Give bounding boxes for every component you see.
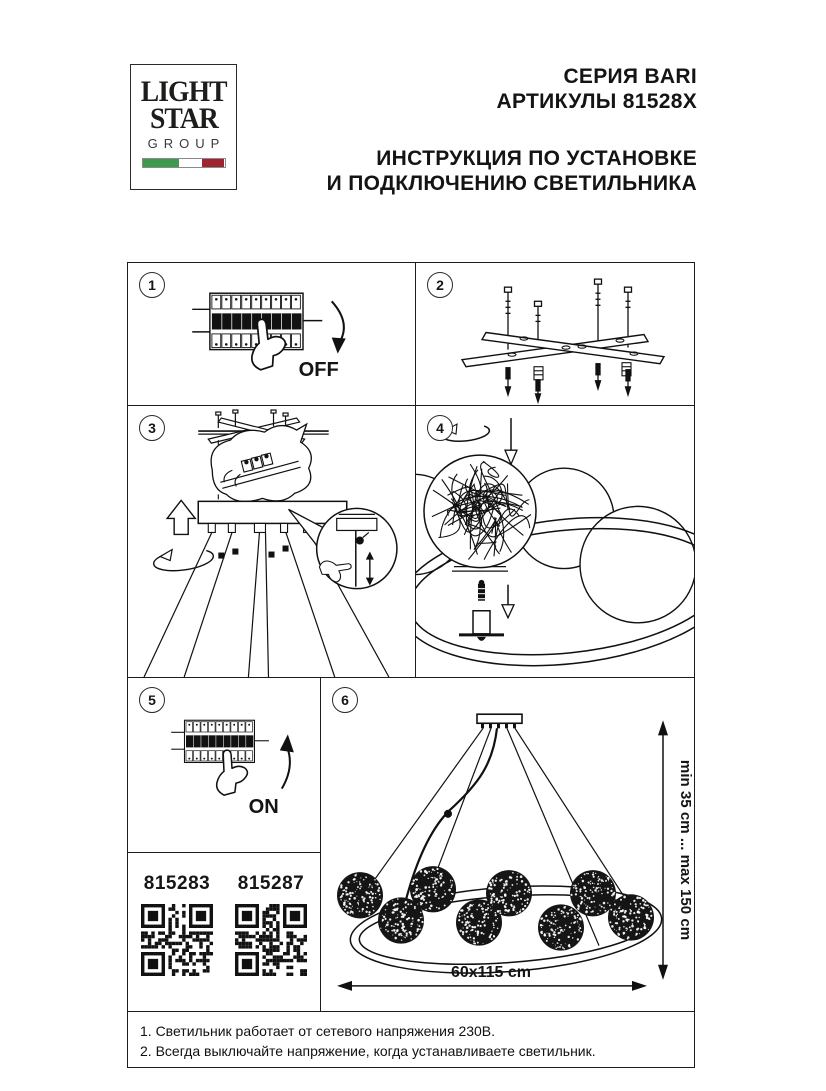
off-label: OFF <box>298 358 339 381</box>
step-number-badge: 2 <box>427 272 453 298</box>
step-4-panel <box>416 406 694 678</box>
ceiling-plate <box>477 714 522 728</box>
lamp-socket <box>459 611 504 641</box>
chandelier-dimensions-illustration <box>321 678 694 1011</box>
articles-title: АРТИКУЛЫ 81528X <box>496 90 697 113</box>
qr-code-icon <box>141 904 213 976</box>
step-number-badge: 5 <box>139 687 165 713</box>
cable-grippers <box>218 546 288 559</box>
step-2-panel <box>416 263 694 406</box>
sphere-mounting-illustration <box>416 406 694 677</box>
canopy-wiring-illustration <box>128 406 415 677</box>
notes-box <box>128 1011 694 1067</box>
steps-table <box>127 262 695 1068</box>
threaded-stud <box>478 580 485 601</box>
on-label: ON <box>248 795 279 818</box>
cable-adjust-inset <box>289 508 397 588</box>
sphere-shades <box>337 866 654 951</box>
logo-word-light: LIGHT <box>140 75 227 108</box>
width-dimension-label: 60x115 cm <box>451 962 531 981</box>
anchor-sleeves <box>534 363 631 380</box>
article-column <box>134 873 220 1011</box>
header-titles <box>327 64 697 196</box>
arrow-down-icon <box>502 585 514 618</box>
note-line-1: 1. Светильник работает от сетевого напряжения 230В. <box>140 1023 496 1039</box>
article-column <box>228 873 314 1011</box>
screws-bottom <box>506 364 631 402</box>
width-dimension <box>337 963 647 991</box>
step-5-panel <box>128 678 321 853</box>
step-number-badge: 4 <box>427 415 453 441</box>
italian-flag-icon <box>142 158 226 168</box>
qr-code-icon <box>235 904 307 976</box>
breaker-off-illustration <box>128 263 415 405</box>
logo-word-group: GROUP <box>147 136 226 151</box>
step-6-panel <box>321 678 694 1011</box>
article-number: 815287 <box>237 873 305 894</box>
circuit-breaker-icon <box>171 720 269 762</box>
height-dimension-label: min 35 cm ... max 150 cm <box>677 759 694 941</box>
series-title: СЕРИЯ BARI <box>563 65 697 88</box>
woven-sphere-icon <box>424 455 536 567</box>
mounting-bracket-illustration <box>416 263 694 405</box>
instruction-title-line1: ИНСТРУКЦИЯ ПО УСТАНОВКЕ <box>376 147 697 170</box>
lightstar-logo <box>130 64 237 190</box>
arrow-up-icon <box>280 734 294 788</box>
articles-panel <box>128 853 321 1011</box>
step-3-panel <box>128 406 416 678</box>
arrow-down-icon <box>332 301 346 353</box>
mounting-bars <box>462 332 664 366</box>
article-number: 815283 <box>143 873 211 894</box>
instruction-title-line2: И ПОДКЛЮЧЕНИЮ СВЕТИЛЬНИКА <box>326 172 697 195</box>
step-1-panel <box>128 263 416 406</box>
logo-word-star: STAR <box>149 102 218 135</box>
height-dimension <box>658 720 694 980</box>
step-number-badge: 6 <box>332 687 358 713</box>
step-number-badge: 1 <box>139 272 165 298</box>
note-line-2: 2. Всегда выключайте напряжение, когда устанавливаете светильник. <box>140 1043 596 1059</box>
step-number-badge: 3 <box>139 415 165 441</box>
